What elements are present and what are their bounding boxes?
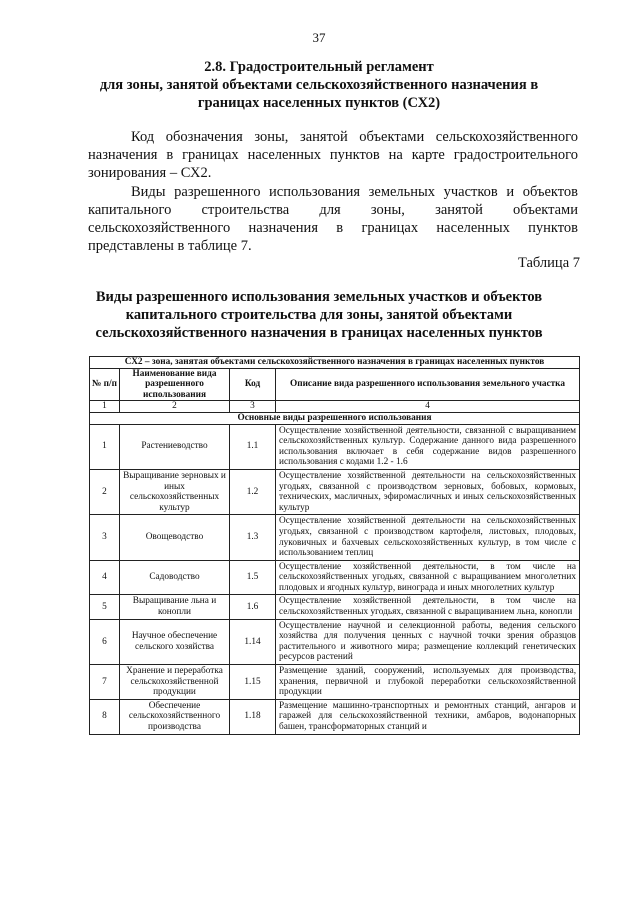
table-row xyxy=(90,424,580,469)
row-description: Осуществление хозяйственной деятельности, связанной с выращиванием сельскохозяйственных культур. Содержание данного вида разрешенного использования включает в себя содержание видов разрешенного использования с кодами 1.2 - 1.6 xyxy=(276,424,580,469)
table-title-line: капитального строительства для зоны, занятой объектами xyxy=(125,307,513,323)
section-title-line: для зоны, занятой объектами сельскохозяйственного назначения в xyxy=(99,77,539,93)
row-description: Осуществление хозяйственной деятельности, в том числе на сельскохозяйственных угодьях, связанной с выращиванием льна, конопли xyxy=(276,595,580,619)
row-number: 1 xyxy=(90,424,120,469)
row-code: 1.1 xyxy=(230,424,276,469)
table-row xyxy=(90,560,580,595)
row-number: 5 xyxy=(90,595,120,619)
row-code: 1.5 xyxy=(230,560,276,595)
column-number: 2 xyxy=(120,401,230,413)
column-number-row xyxy=(90,401,580,413)
paragraph-zone-code xyxy=(88,128,578,182)
page-number: 37 xyxy=(312,30,326,45)
row-use-name: Хранение и переработка сельскохозяйственной продукции xyxy=(120,665,230,700)
section-title-line: 2.8. Градостроительный регламент xyxy=(204,59,434,75)
row-description: Осуществление хозяйственной деятельности на сельскохозяйственных угодьях, связанной с производством картофеля, листовых, плодовых, луковичных и бахчевых сельскохозяйственных культур, в том числе с использованием теплиц xyxy=(276,515,580,560)
row-code: 1.6 xyxy=(230,595,276,619)
paragraph-line: капитального строительства для зоны, занятой объектами xyxy=(88,202,578,218)
table-title xyxy=(60,288,578,342)
paragraph-line: назначения в границах населенных пунктов на карте градостроительного xyxy=(88,147,578,163)
section-title-line: границах населенных пунктов (СХ2) xyxy=(197,95,441,111)
table-row xyxy=(90,469,580,514)
paragraph-permitted-uses xyxy=(88,183,578,255)
column-number: 4 xyxy=(276,401,580,413)
paragraph-line: Виды разрешенного использования земельных участков и объектов xyxy=(131,184,578,200)
paragraph-line: представлены в таблице 7. xyxy=(88,238,252,254)
table-title-line: сельскохозяйственного назначения в границах населенных пунктов xyxy=(95,325,543,341)
row-code: 1.18 xyxy=(230,699,276,734)
permitted-uses-table xyxy=(89,356,580,735)
table-caption: Таблица 7 xyxy=(517,255,580,271)
subheader-main-uses: Основные виды разрешенного использования xyxy=(90,412,580,424)
table-row xyxy=(90,699,580,734)
table-row xyxy=(90,619,580,664)
row-description: Осуществление хозяйственной деятельности, в том числе на сельскохозяйственных угодьях, связанной с выращиванием многолетних плодовых и ягодных культур, винограда и иных многолетних культур xyxy=(276,560,580,595)
row-code: 1.3 xyxy=(230,515,276,560)
table-row xyxy=(90,665,580,700)
table-row xyxy=(90,515,580,560)
column-header-description: Описание вида разрешенного использования земельного участка xyxy=(276,368,580,401)
column-number: 3 xyxy=(230,401,276,413)
row-use-name: Садоводство xyxy=(120,560,230,595)
paragraph-line: Код обозначения зоны, занятой объектами сельскохозяйственного xyxy=(131,129,578,145)
row-number: 3 xyxy=(90,515,120,560)
column-header-name: Наименование вида разрешенного использования xyxy=(120,368,230,401)
zone-header: СХ2 – зона, занятая объектами сельскохозяйственного назначения в границах населенных пунктов xyxy=(90,357,580,369)
row-use-name: Растениеводство xyxy=(120,424,230,469)
zone-header-row xyxy=(90,357,580,369)
row-use-name: Выращивание зерновых и иных сельскохозяйственных культур xyxy=(120,469,230,514)
column-number: 1 xyxy=(90,401,120,413)
column-header-code: Код xyxy=(230,368,276,401)
row-code: 1.2 xyxy=(230,469,276,514)
subheader-row xyxy=(90,412,580,424)
section-title xyxy=(60,58,578,112)
row-description: Размещение зданий, сооружений, используемых для производства, хранения, первичной и глубокой переработки сельскохозяйственной продукции xyxy=(276,665,580,700)
row-description: Размещение машинно-транспортных и ремонтных станций, ангаров и гаражей для сельскохозяйственной техники, амбаров, водонапорных башен, трансформаторных станций и xyxy=(276,699,580,734)
row-use-name: Овощеводство xyxy=(120,515,230,560)
row-number: 2 xyxy=(90,469,120,514)
paragraph-line: сельскохозяйственного назначения в границах населенных пунктов xyxy=(88,220,578,236)
row-number: 6 xyxy=(90,619,120,664)
row-use-name: Научное обеспечение сельского хозяйства xyxy=(120,619,230,664)
paragraph-line: зонирования – СХ2. xyxy=(88,165,212,181)
row-code: 1.14 xyxy=(230,619,276,664)
table-title-line: Виды разрешенного использования земельных участков и объектов xyxy=(95,289,543,305)
row-use-name: Выращивание льна и конопли xyxy=(120,595,230,619)
row-code: 1.15 xyxy=(230,665,276,700)
column-header-row xyxy=(90,368,580,401)
row-use-name: Обеспечение сельскохозяйственного производства xyxy=(120,699,230,734)
column-header-number: № п/п xyxy=(90,368,120,401)
table-row xyxy=(90,595,580,619)
row-description: Осуществление хозяйственной деятельности на сельскохозяйственных угодьях, связанной с производством зерновых, бобовых, кормовых, технических, масличных, эфиромасличных и иных сельскохозяйственных культур xyxy=(276,469,580,514)
row-number: 4 xyxy=(90,560,120,595)
row-description: Осуществление научной и селекционной работы, ведения сельского хозяйства для получения ценных с научной точки зрения образцов растительного и животного мира; размещение коллекций генетических ресурсов растений xyxy=(276,619,580,664)
row-number: 7 xyxy=(90,665,120,700)
row-number: 8 xyxy=(90,699,120,734)
